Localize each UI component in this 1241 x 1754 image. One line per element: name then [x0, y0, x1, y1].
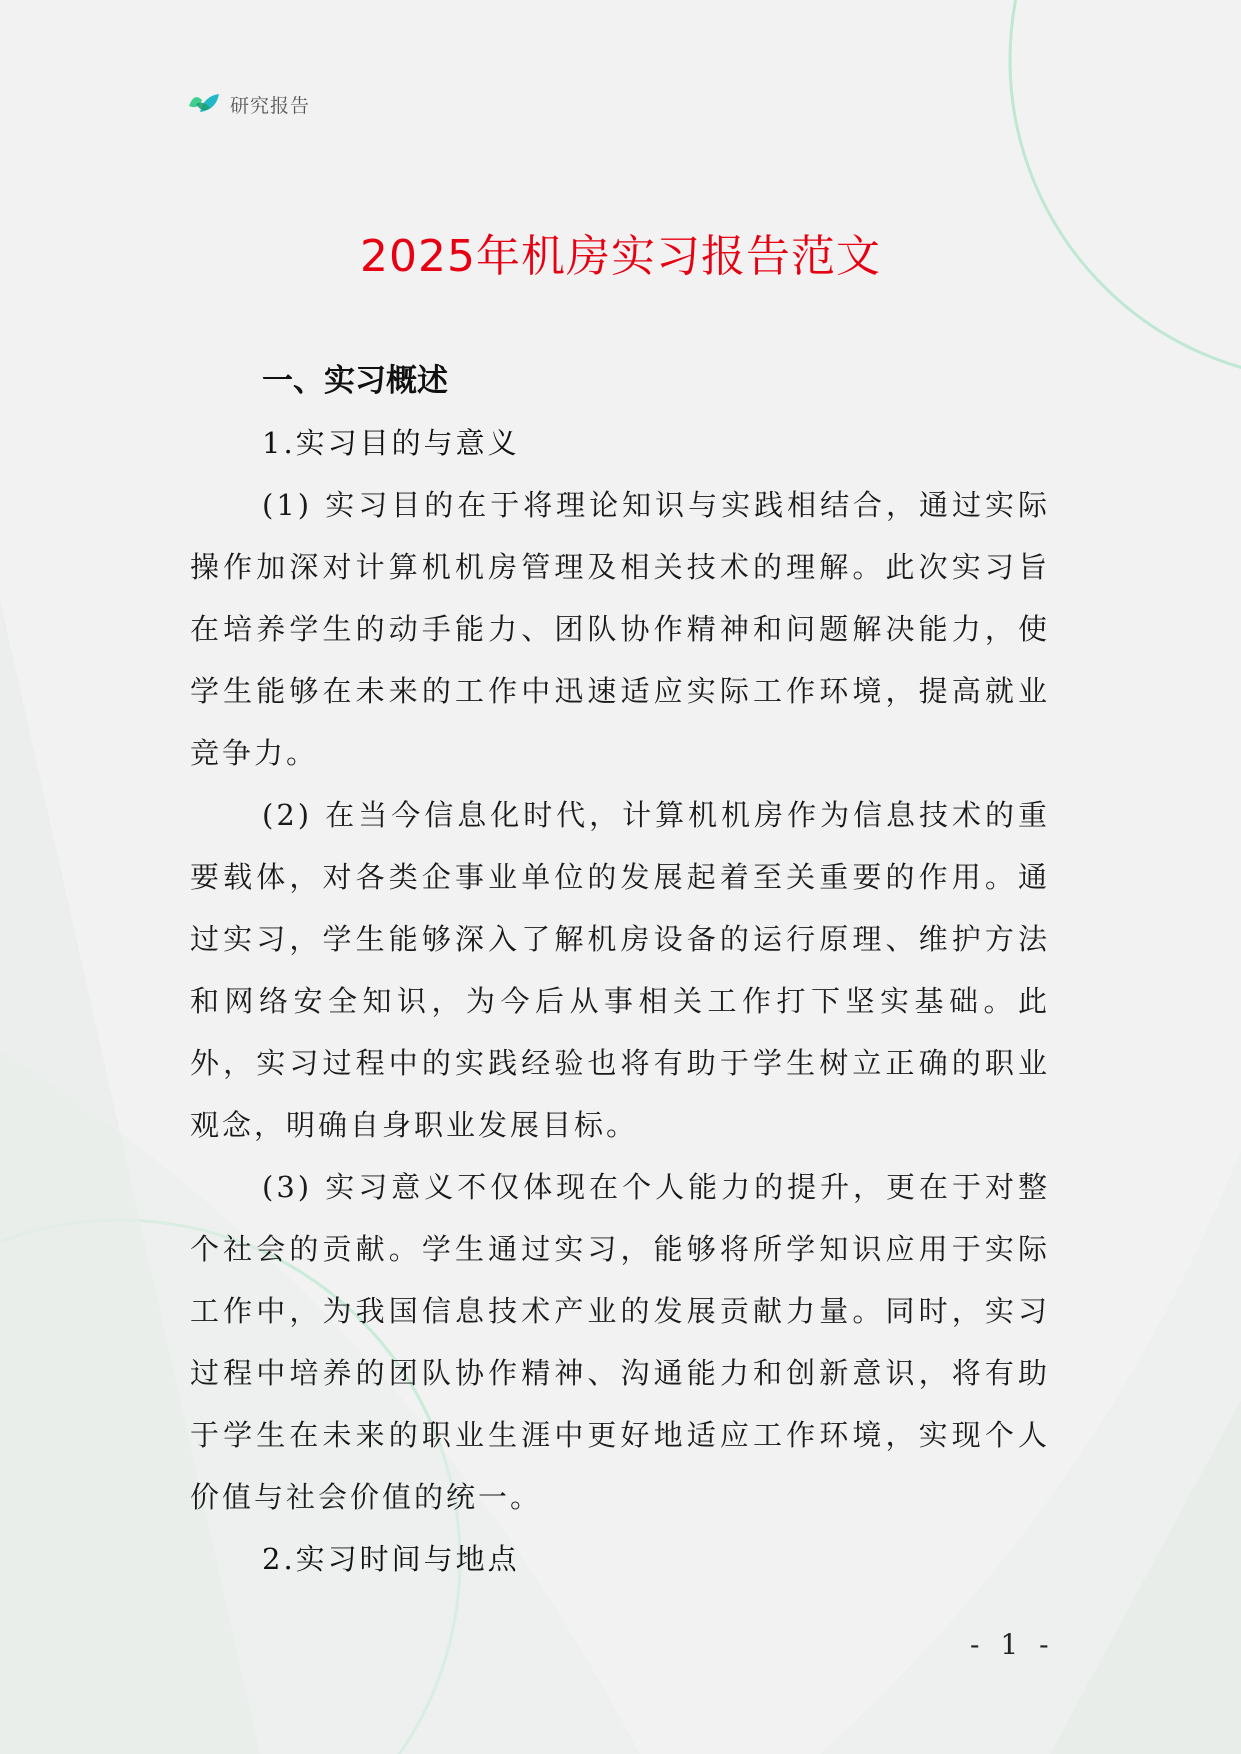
paragraph: (3) 实习意义不仅体现在个人能力的提升，更在于对整个社会的贡献。学生通过实习，能够将所学知识应用于实际工作中，为我国信息技术产业的发展贡献力量。同时，实习过程中培养的团队协作精神、沟通能力和创新意识，将有助于学生在未来的职业生涯中更好地适应工作环境，实现个人价值与社会价值的统一。	[190, 1170, 1050, 1514]
document-body	[190, 350, 1050, 1590]
subheading-time-location: 2.实习时间与地点	[262, 1542, 520, 1576]
document-header	[186, 86, 310, 122]
header-label: 研究报告	[230, 94, 311, 117]
paragraph: (1) 实习目的在于将理论知识与实践相结合，通过实际操作加深对计算机机房管理及相关技术的理解。此次实习旨在培养学生的动手能力、团队协作精神和问题解决能力，使学生能够在未来的工作中迅速适应实际工作环境，提高就业竞争力。	[190, 488, 1050, 770]
page-number: - 1 -	[970, 1628, 1055, 1661]
document-title: 2025年机房实习报告范文	[360, 231, 881, 282]
section-heading: 一、实习概述	[262, 363, 448, 399]
brand-leaf-logo-icon	[186, 86, 222, 122]
subheading-purpose: 1.实习目的与意义	[262, 426, 520, 460]
paragraph: (2) 在当今信息化时代，计算机机房作为信息技术的重要载体，对各类企事业单位的发展起着至关重要的作用。通过实习，学生能够深入了解机房设备的运行原理、维护方法和网络安全知识，为今后从事相关工作打下坚实基础。此外，实习过程中的实践经验也将有助于学生树立正确的职业观念，明确自身职业发展目标。	[190, 798, 1050, 1142]
